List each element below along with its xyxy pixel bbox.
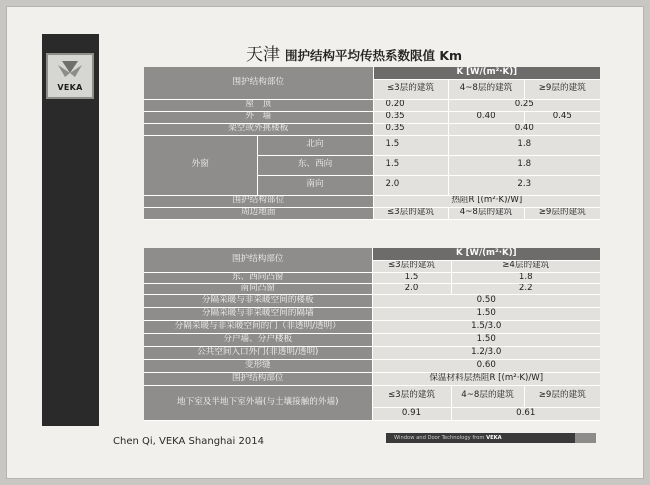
- cell-value: 0.91: [372, 407, 451, 420]
- footer-bar-brand: VEKA: [486, 435, 502, 441]
- row-label: 公共空间入口外门(非透明/透明): [144, 346, 372, 359]
- row-label: 变形缝: [144, 359, 372, 372]
- col-header: ≥9层的建筑: [524, 79, 600, 99]
- cell-value: 1.5/3.0: [372, 320, 600, 333]
- cell-value: 2.2: [451, 283, 600, 294]
- col-header: ≤3层的建筑: [372, 260, 451, 272]
- table-row: [144, 372, 600, 385]
- cell-value: 0.35: [373, 123, 448, 135]
- col-header: ≤3层的建筑: [372, 385, 451, 407]
- cell-value: 0.40: [448, 111, 524, 123]
- cell-value: 1.5: [373, 155, 448, 175]
- table-row: [144, 385, 600, 407]
- cell-value: 1.50: [372, 333, 600, 346]
- header-part: 围护结构部位: [144, 248, 372, 272]
- row-label: 屋 顶: [144, 99, 373, 111]
- row-label: 周边地面: [144, 207, 373, 219]
- header-k: K [W/(m²·K)]: [373, 67, 600, 79]
- cell-value: 0.25: [448, 99, 600, 111]
- row-label: 分隔采暖与非采暖空间的楼板: [144, 294, 372, 307]
- cell-value: 1.8: [448, 155, 600, 175]
- table-row: [144, 99, 600, 111]
- row-label: 围护结构部位: [144, 372, 372, 385]
- row-label: 围护结构部位: [144, 195, 373, 207]
- table-row: [144, 67, 600, 79]
- cell-value: 2.3: [448, 175, 600, 195]
- col-header: ≥9层的建筑: [524, 207, 600, 219]
- table-row: [144, 207, 600, 219]
- table-row: [144, 307, 600, 320]
- col-header: ≤3层的建筑: [373, 79, 448, 99]
- table-row: [144, 135, 600, 155]
- table-row: [144, 272, 600, 283]
- footer-tab: [575, 433, 596, 443]
- col-header: ≤3层的建筑: [373, 207, 448, 219]
- row-label: 架空或外挑楼板: [144, 123, 373, 135]
- table-k-limits-4plus: [144, 248, 600, 421]
- table-row: [144, 359, 600, 372]
- cell-value: 热阻R [(m²·K)/W]: [373, 195, 600, 207]
- col-header: ≥9层的建筑: [524, 385, 600, 407]
- row-label: 南向凸窗: [144, 283, 372, 294]
- cell-value: 1.8: [448, 135, 600, 155]
- cell-value: 1.50: [372, 307, 600, 320]
- table-row: [144, 283, 600, 294]
- row-sublabel: 北向: [257, 135, 373, 155]
- cell-value: 2.0: [372, 283, 451, 294]
- cell-value: 1.5: [372, 272, 451, 283]
- cell-value: 1.2/3.0: [372, 346, 600, 359]
- page-title: [246, 40, 463, 65]
- row-label: 外窗: [144, 135, 257, 195]
- cell-value: 保温材料层热阻R [(m²·K)/W]: [372, 372, 600, 385]
- row-sublabel: 南向: [257, 175, 373, 195]
- footer-banner-text: [386, 433, 596, 443]
- table-row: [144, 320, 600, 333]
- footer-bar-text: Window and Door Technology from: [394, 435, 487, 441]
- col-header: 4~8层的建筑: [448, 79, 524, 99]
- cell-value: 0.40: [448, 123, 600, 135]
- col-header: 4~8层的建筑: [448, 207, 524, 219]
- table-row: [144, 346, 600, 359]
- table-row: [144, 111, 600, 123]
- row-label: 分户墙、分户楼板: [144, 333, 372, 346]
- cell-value: 1.8: [451, 272, 600, 283]
- table-row: [144, 195, 600, 207]
- row-label: 外 墙: [144, 111, 373, 123]
- title-city: 天津: [246, 45, 280, 65]
- table-row: [144, 333, 600, 346]
- row-label: 地下室及半地下室外墙(与土壤接触的外墙): [144, 385, 372, 420]
- table-row: [144, 123, 600, 135]
- footer-credit: Chen Qi, VEKA Shanghai 2014: [113, 436, 264, 447]
- cell-value: 0.50: [372, 294, 600, 307]
- footer-banner: [386, 433, 596, 443]
- row-label: 分隔采暖与非采暖空间的隔墙: [144, 307, 372, 320]
- header-k: K [W/(m²·K)]: [372, 248, 600, 260]
- table-row: [144, 294, 600, 307]
- col-header: 4~8层的建筑: [451, 385, 524, 407]
- veka-logo: [46, 53, 94, 99]
- cell-value: 0.60: [372, 359, 600, 372]
- cell-value: 0.35: [373, 111, 448, 123]
- row-sublabel: 东、西向: [257, 155, 373, 175]
- table-row: [144, 248, 600, 260]
- cell-value: 0.20: [373, 99, 448, 111]
- cell-value: 2.0: [373, 175, 448, 195]
- cell-value: 0.61: [451, 407, 600, 420]
- title-main: 围护结构平均传热系数限值 Km: [285, 48, 463, 63]
- logo-text: VEKA: [57, 83, 83, 92]
- row-label: 分隔采暖与非采暖空间的门（非透明/透明）: [144, 320, 372, 333]
- table-km-limits: [144, 67, 600, 220]
- col-header: ≥4层的建筑: [451, 260, 600, 272]
- cell-value: 0.45: [524, 111, 600, 123]
- header-part: 围护结构部位: [144, 67, 373, 99]
- cell-value: 1.5: [373, 135, 448, 155]
- row-label: 东、西向凸窗: [144, 272, 372, 283]
